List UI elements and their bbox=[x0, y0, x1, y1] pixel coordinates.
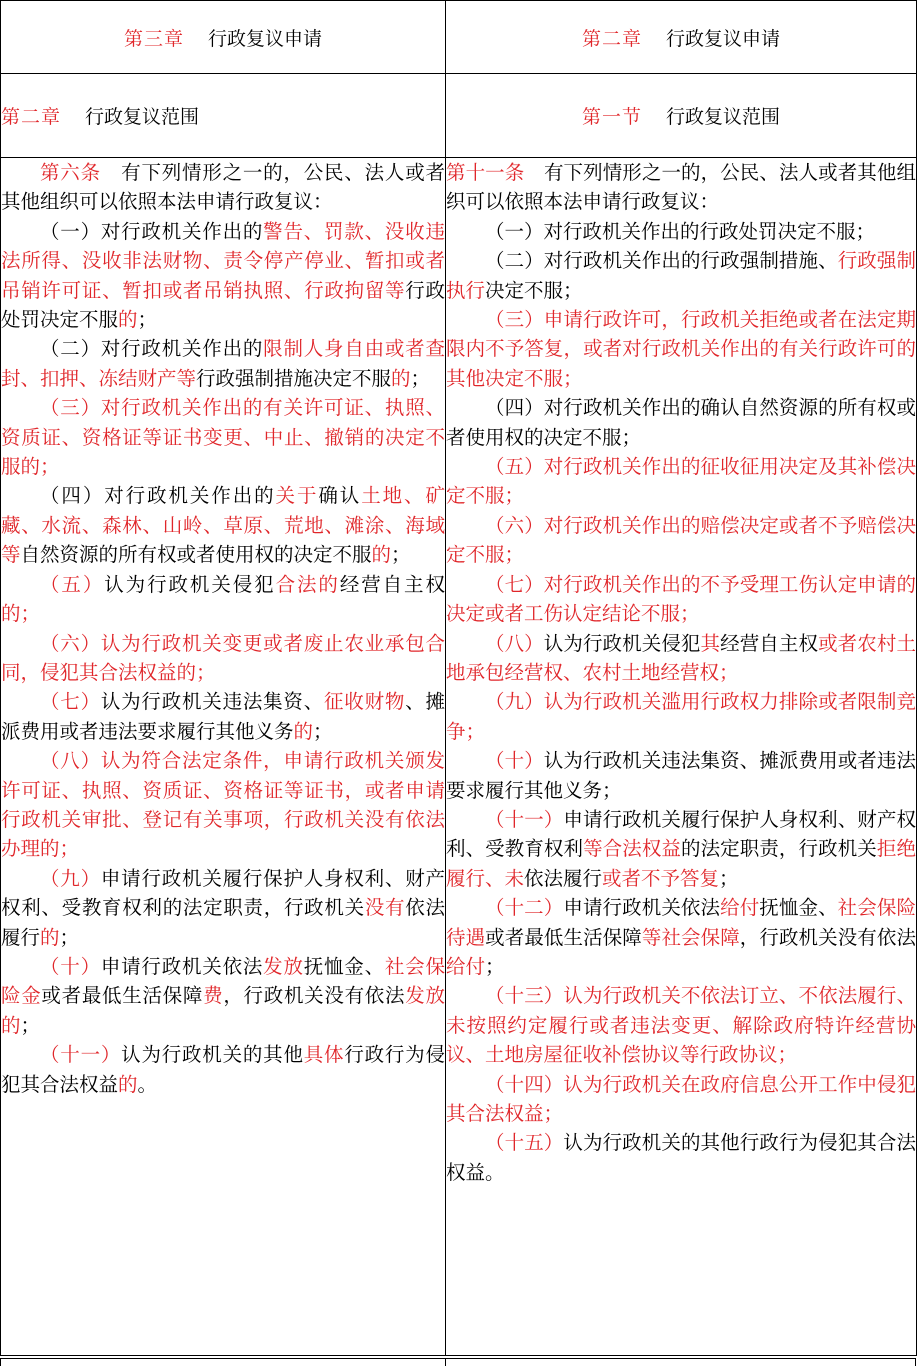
clause-text: 抚恤金、 bbox=[303, 954, 385, 978]
right-section-title: 行政复议范围 bbox=[666, 106, 781, 128]
new-clause-4: （四）对行政机关作出的确认自然资源的所有权或者使用权的决定不服； bbox=[446, 396, 916, 449]
new-clause-11 bbox=[446, 805, 916, 893]
clause-highlight: （五） bbox=[40, 572, 105, 596]
clause-text: 认为行政机关违法集资、摊派费用或者违法要求履行其他义务； bbox=[446, 749, 916, 802]
clause-text: 认为行政机关的其他行政行为侵犯其合法权益。 bbox=[446, 1131, 916, 1184]
clause-highlight: 社会保险金 bbox=[1, 954, 445, 1008]
clause-highlight: （十） bbox=[485, 749, 544, 773]
clause-highlight: 等合法权益 bbox=[583, 837, 682, 861]
new-clause-6: （六）对行政机关作出的赔偿决定或者不予赔偿决定不服； bbox=[446, 513, 916, 567]
old-clause-1 bbox=[1, 217, 445, 335]
article-number: 第十一条 bbox=[446, 161, 525, 184]
clause-highlight: 的； bbox=[1, 602, 41, 626]
clause-highlight: 的 bbox=[118, 308, 138, 332]
clause-highlight: 的 bbox=[371, 543, 392, 567]
old-clause-4 bbox=[1, 481, 445, 569]
clause-text: 依法履行 bbox=[1, 896, 445, 949]
clause-text: 经营自主权 bbox=[720, 631, 819, 655]
clause-highlight: （十五） bbox=[485, 1131, 564, 1155]
old-article-intro bbox=[1, 158, 445, 217]
new-clause-14: （十四）认为行政机关在政府信息公开工作中侵犯其合法权益； bbox=[446, 1072, 916, 1125]
clause-text: 申请行政机关依法 bbox=[563, 896, 721, 920]
clause-text: 经营自主权 bbox=[339, 572, 445, 596]
new-clause-12 bbox=[446, 893, 916, 981]
clause-text: ； bbox=[59, 925, 80, 949]
clause-text: 依法履行 bbox=[524, 866, 603, 890]
new-law-text bbox=[446, 158, 917, 1356]
section-row bbox=[1, 74, 917, 158]
clause-text: 行政处罚决定不服 bbox=[1, 278, 445, 332]
clause-highlight: 给付 bbox=[720, 896, 760, 920]
new-clause-10 bbox=[446, 746, 916, 805]
clause-highlight: 没有 bbox=[364, 896, 406, 920]
clause-text: 申请行政机关依法 bbox=[100, 954, 264, 978]
clause-highlight: （八） bbox=[485, 631, 544, 655]
article-row bbox=[1, 158, 917, 1356]
clause-highlight: 的 bbox=[118, 1072, 138, 1096]
clause-text: ； bbox=[137, 308, 158, 332]
right-chapter-title: 行政复议申请 bbox=[666, 27, 781, 50]
new-article-intro bbox=[446, 158, 916, 217]
clause-highlight: 发放 bbox=[263, 954, 304, 978]
new-clause-7: （七）对行政机关作出的不予受理工伤认定申请的决定或者工伤认定结论不服； bbox=[446, 572, 916, 626]
clause-highlight: 发放的 bbox=[1, 984, 445, 1037]
left-section-title: 行政复议范围 bbox=[85, 106, 200, 128]
clause-text: 有下列情形之一的，公民、法人或者其他组织可以依照本法申请行政复议： bbox=[446, 161, 916, 214]
clause-text: 有下列情形之一的，公民、法人或者其他组织可以依照本法申请行政复议： bbox=[1, 161, 445, 214]
clause-highlight: （十一） bbox=[485, 807, 564, 831]
clause-text: 抚恤金、 bbox=[759, 896, 838, 920]
old-clause-11 bbox=[1, 1040, 445, 1099]
left-section-heading bbox=[1, 74, 446, 158]
chapter-row bbox=[1, 1, 917, 74]
clause-text: 认为行政机关侵犯 bbox=[104, 572, 276, 596]
clause-text: （一）对行政机关作出的 bbox=[40, 219, 264, 243]
right-section-number: 第一节 bbox=[581, 106, 642, 128]
clause-highlight: 社会保险待遇 bbox=[446, 896, 916, 949]
new-clause-2 bbox=[446, 246, 916, 305]
clause-highlight: 限制人身自由或者查封、扣押、冻结财产等 bbox=[1, 337, 445, 390]
clause-text: 行政强制措施决定不服 bbox=[196, 366, 392, 390]
clause-text: 的法定职责，行政机关 bbox=[681, 837, 877, 861]
old-clause-3: （三）对行政机关作出的有关许可证、执照、资质证、资格证等证书变更、中止、撤销的决定不服的； bbox=[1, 396, 445, 479]
clause-text: ，行政机关没有依法 bbox=[223, 984, 406, 1008]
clause-text: （二）对行政机关作出的 bbox=[40, 337, 264, 361]
clause-text: 认为行政机关违法集资、 bbox=[100, 690, 325, 714]
clause-highlight: 土地、矿藏、水流、森林、山岭、草原、荒地、滩涂、海域等 bbox=[1, 484, 445, 567]
clause-text: 决定不服； bbox=[485, 278, 583, 302]
new-clause-15 bbox=[446, 1128, 916, 1187]
clause-text: （四）对行政机关作出的 bbox=[40, 484, 276, 508]
clause-highlight: 关于 bbox=[275, 484, 319, 508]
old-clause-5 bbox=[1, 570, 445, 629]
old-law-text bbox=[1, 158, 446, 1356]
clause-text: 认为行政机关侵犯 bbox=[543, 631, 701, 655]
right-section-heading bbox=[446, 74, 917, 158]
clause-text: 行政行为侵犯其合法权益 bbox=[1, 1043, 445, 1096]
clause-text: ； bbox=[410, 366, 431, 390]
clause-text: 认为行政机关的其他 bbox=[121, 1043, 304, 1067]
old-clause-10 bbox=[1, 952, 445, 1040]
old-clause-2 bbox=[1, 334, 445, 393]
new-clause-5: （五）对行政机关作出的征收征用决定及其补偿决定不服； bbox=[446, 455, 916, 508]
left-section-number: 第二章 bbox=[1, 106, 62, 128]
clause-text: ； bbox=[719, 866, 739, 890]
new-clause-8 bbox=[446, 629, 916, 688]
old-clause-6: （六）认为行政机关变更或者废止农业承包合同，侵犯其合法权益的； bbox=[1, 631, 445, 684]
right-chapter-number: 第二章 bbox=[581, 27, 642, 50]
clause-highlight: 的 bbox=[293, 719, 314, 743]
clause-highlight: 给付 bbox=[446, 954, 486, 978]
clause-text: ； bbox=[391, 543, 411, 567]
clause-text: 、摊派费用或者违法要求履行其他义务 bbox=[1, 690, 445, 743]
clause-highlight: （九） bbox=[40, 866, 101, 890]
clause-highlight: 或者农村土地承包经营权、农村土地经营权； bbox=[446, 631, 916, 684]
clause-highlight: （十） bbox=[40, 954, 101, 978]
clause-text: 。 bbox=[137, 1072, 158, 1096]
clause-text: （二）对行政机关作出的行政强制措施、 bbox=[485, 249, 838, 273]
clause-highlight: 其 bbox=[700, 631, 721, 655]
clause-text: ，行政机关没有依法 bbox=[739, 925, 916, 949]
clause-highlight: 合法的 bbox=[275, 572, 340, 596]
old-clause-9 bbox=[1, 864, 445, 952]
clause-text: 或者最低生活保障 bbox=[485, 925, 642, 949]
clause-highlight: 警告、罚款、没收违法所得、没收非法财物、责令停产停业、暂扣或者吊销许可证、暂扣或者吊销执照、行政拘留等 bbox=[1, 219, 445, 302]
clause-highlight: 具体 bbox=[303, 1043, 345, 1067]
clause-highlight: （十二） bbox=[485, 896, 564, 920]
article-number: 第六条 bbox=[40, 161, 101, 184]
clause-text: ； bbox=[20, 1013, 41, 1037]
clause-highlight: 费 bbox=[203, 984, 224, 1008]
clause-text: ； bbox=[313, 719, 333, 743]
clause-text: 确认 bbox=[318, 484, 362, 508]
clause-text: 或者最低生活保障 bbox=[41, 984, 204, 1008]
new-clause-3: （三）申请行政许可，行政机关拒绝或者在法定期限内不予答复，或者对行政机关作出的有关行政许可的其他决定不服； bbox=[446, 308, 916, 390]
clause-text: ； bbox=[485, 954, 505, 978]
old-clause-8: （八）认为符合法定条件，申请行政机关颁发许可证、执照、资质证、资格证等证书，或者申请行政机关审批、登记有关事项，行政机关没有依法办理的； bbox=[1, 749, 445, 861]
clause-highlight: 征收财物 bbox=[324, 690, 406, 714]
clause-highlight: 的 bbox=[391, 366, 411, 390]
clause-text: 申请行政机关履行保护人身权利、财产权利、受教育权利的法定职责，行政机关 bbox=[1, 866, 445, 920]
clause-highlight: 行政强制执行 bbox=[446, 249, 916, 302]
old-clause-7 bbox=[1, 687, 445, 746]
clause-text: 申请行政机关履行保护人身权利、财产权利、受教育权利 bbox=[446, 807, 916, 861]
new-clause-1: （一）对行政机关作出的行政处罚决定不服； bbox=[485, 219, 876, 243]
clause-highlight: 的 bbox=[40, 925, 60, 949]
right-chapter-heading bbox=[446, 1, 917, 74]
clause-highlight: 或者不予答复 bbox=[602, 866, 720, 890]
left-chapter-number: 第三章 bbox=[123, 27, 184, 50]
left-chapter-heading bbox=[1, 1, 446, 74]
left-chapter-title: 行政复议申请 bbox=[208, 27, 323, 50]
new-clause-9: （九）认为行政机关滥用行政权力排除或者限制竞争； bbox=[446, 690, 916, 743]
clause-highlight: 拒绝履行、未 bbox=[446, 837, 916, 890]
clause-text: 自然资源的所有权或者使用权的决定不服 bbox=[20, 543, 372, 567]
clause-highlight: 等社会保障 bbox=[641, 925, 740, 949]
new-clause-13: （十三）认为行政机关不依法订立、不依法履行、未按照约定履行或者违法变更、解除政府特许经营协议、土地房屋征收补偿协议等行政协议； bbox=[446, 984, 916, 1067]
clause-highlight: （七） bbox=[40, 690, 101, 714]
clause-highlight: （十一） bbox=[40, 1043, 122, 1067]
